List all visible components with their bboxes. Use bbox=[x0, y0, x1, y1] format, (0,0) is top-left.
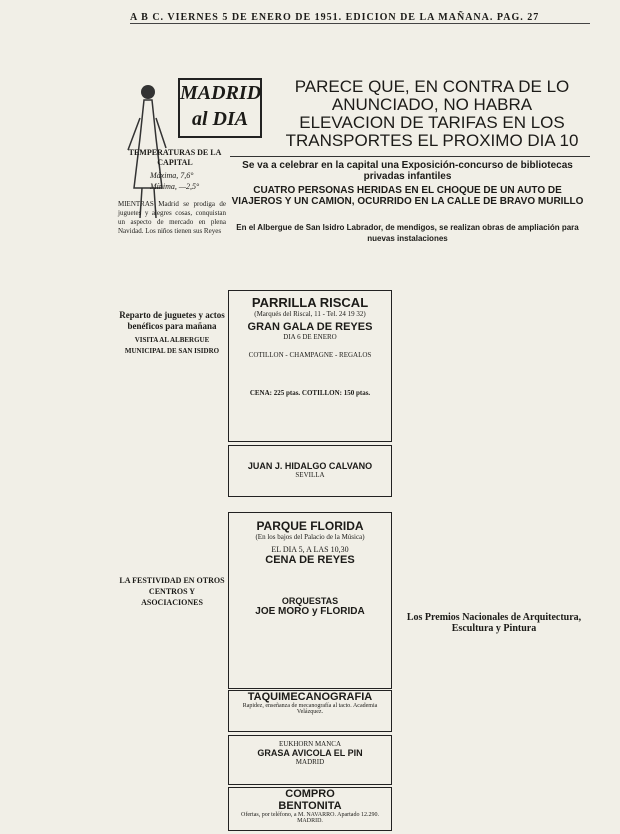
sub-headline-3: En el Albergue de San Isidro Labrador, de mendigos, se realizan obras de ampliación para nuevas instalaciones bbox=[236, 223, 579, 243]
ad-grasa-avicola: EUKHORN MANCA GRASA AVICOLA EL PIN MADRID bbox=[228, 735, 392, 785]
ad-parque-florida: PARQUE FLORIDA (En los bajos del Palacio de la Música) EL DIA 5, A LAS 10,30 CENA DE REYES ORQUESTAS JOE MORO y FLORIDA bbox=[228, 512, 392, 689]
ad-compro-bentonita: COMPRO BENTONITA Ofertas, por teléfono, a M. NAVARRO. Apartado 12.290. MADRID. bbox=[228, 787, 392, 831]
divider bbox=[230, 156, 590, 157]
sub-headline-2: CUATRO PERSONAS HERIDAS EN EL CHOQUE DE UN AUTO DE VIAJEROS Y UN CAMION, OCURRIDO EN LA CALLE DE BRAVO MURILLO bbox=[231, 185, 584, 207]
sub-headline-1: Se va a celebrar en la capital una Exposición-concurso de bibliotecas privadas infantiles bbox=[242, 160, 573, 182]
premios-nacionales-title: Los Premios Nacionales de Arquitectura, Escultura y Pintura bbox=[406, 612, 582, 634]
madrid-al-dia-logo: MADRID al DIA bbox=[178, 78, 262, 138]
section1-title: Reparto de juguetes y actos benéficos para mañana bbox=[119, 310, 225, 331]
ad-parrilla-riscal: PARRILLA RISCAL (Marqués del Riscal, 11 - Tel. 24 19 32) GRAN GALA DE REYES DIA 6 DE ENERO COTILLON - CHAMPAGNE - REGALOS CENA: 225 ptas. COTILLON: 150 ptas. bbox=[228, 290, 392, 442]
main-headline: PARECE QUE, EN CONTRA DE LO ANUNCIADO, NO HABRA ELEVACION DE TARIFAS EN LOS TRANSPORTES EL PROXIMO DIA 10 bbox=[285, 77, 579, 150]
temperatures-title: TEMPERATURAS DE LA CAPITAL bbox=[128, 148, 222, 167]
section2-title: LA FESTIVIDAD EN OTROS CENTROS Y ASOCIACIONES bbox=[119, 576, 225, 607]
left-filler bbox=[118, 240, 226, 249]
ad-hidalgo: JUAN J. HIDALGO CALVANO SEVILLA bbox=[228, 445, 392, 497]
ad-taquimecanografia: TAQUIMECANOGRAFIA Rapidez, enseñanza de mecanografía al tacto. Academia Velázquez. bbox=[228, 690, 392, 732]
page-header: A B C. VIERNES 5 DE ENERO DE 1951. EDICION DE LA MAÑANA. PAG. 27 bbox=[130, 12, 590, 24]
intro-text: MIENTRAS Madrid se prodiga de juguetes y alegres cosas, conquistan un aspecto de mercado en plena Navidad. Los niños tienen sus Reyes bbox=[118, 200, 226, 235]
temperatures: Máxima, 7,6° Mínima, —2,5° bbox=[150, 171, 200, 191]
section1-subtitle: VISITA AL ALBERGUE MUNICIPAL DE SAN ISIDRO bbox=[124, 336, 220, 355]
